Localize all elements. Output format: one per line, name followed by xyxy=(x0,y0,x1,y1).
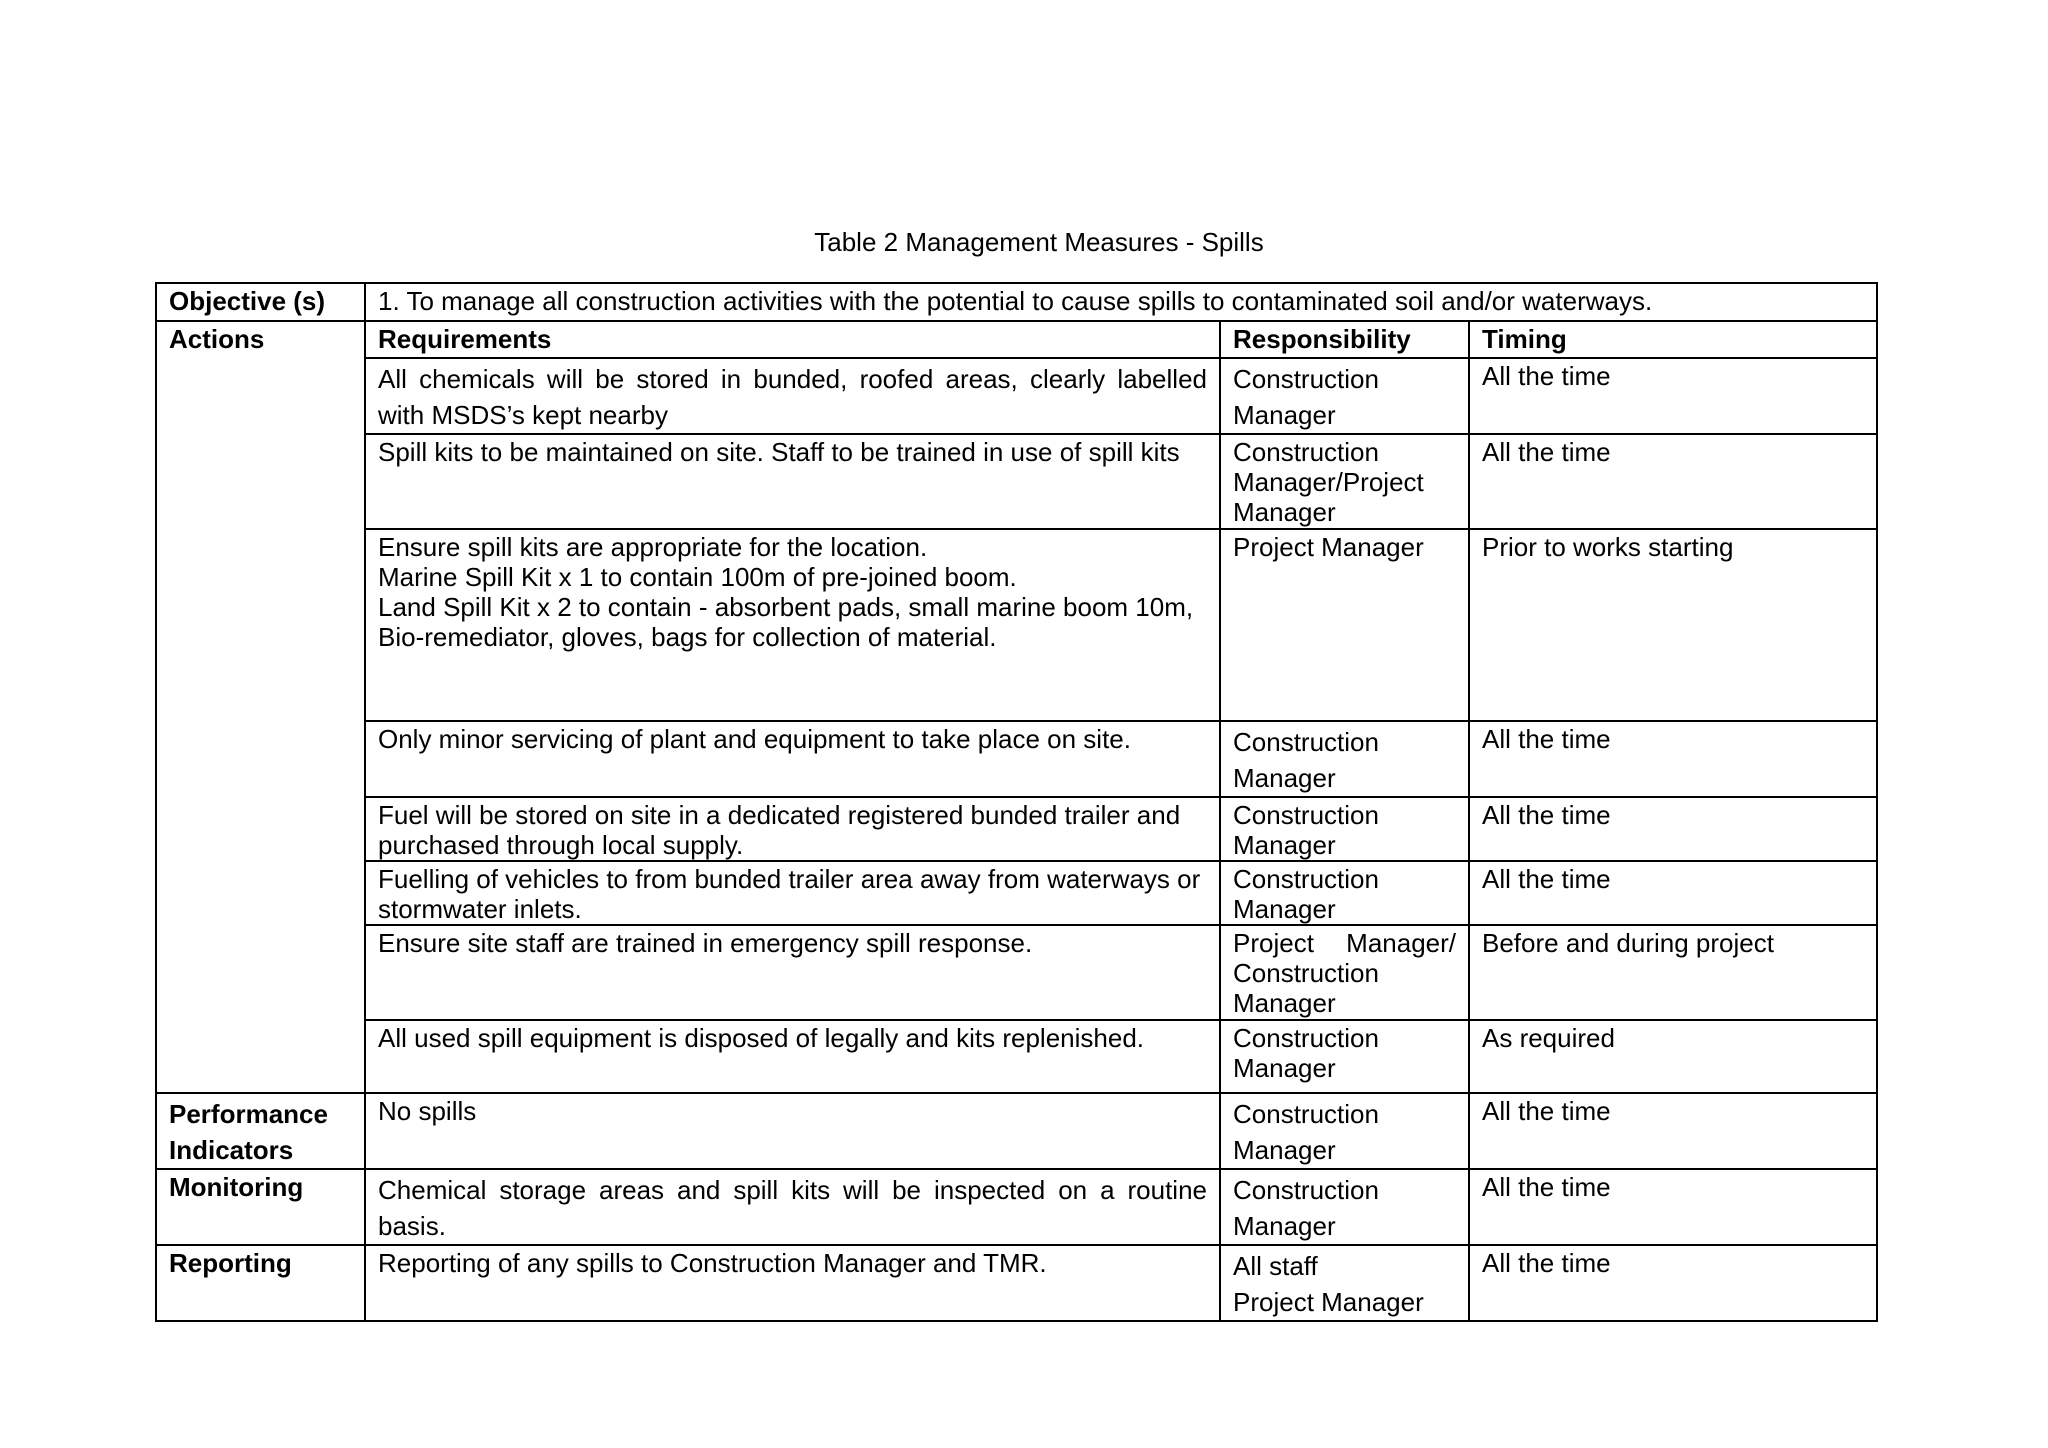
table-caption: Table 2 Management Measures - Spills xyxy=(814,227,1264,257)
requirement-cell: No spills xyxy=(365,1093,1220,1169)
table-row xyxy=(156,925,1877,1020)
table-row xyxy=(156,434,1877,529)
actions-label: Actions xyxy=(156,321,365,1093)
responsibility-cell: Construction Manager xyxy=(1220,721,1469,797)
requirement-line: Marine Spill Kit x 1 to contain 100m of pre-joined boom. xyxy=(378,562,1017,592)
timing-cell: All the time xyxy=(1469,1093,1877,1169)
responsibility-cell: Construction Manager xyxy=(1220,358,1469,434)
table-row xyxy=(156,529,1877,721)
responsibility-cell: Project Manager/ Construction Manager xyxy=(1220,925,1469,1020)
header-responsibility: Responsibility xyxy=(1220,321,1469,358)
monitoring-row xyxy=(156,1169,1877,1245)
responsibility-line: All staff xyxy=(1233,1251,1318,1281)
timing-cell: All the time xyxy=(1469,861,1877,925)
monitoring-label: Monitoring xyxy=(156,1169,365,1245)
responsibility-cell xyxy=(1220,1245,1469,1321)
responsibility-cell: Construction Manager xyxy=(1220,1020,1469,1093)
timing-cell: As required xyxy=(1469,1020,1877,1093)
requirement-cell: All used spill equipment is disposed of legally and kits replenished. xyxy=(365,1020,1220,1093)
performance-row xyxy=(156,1093,1877,1169)
responsibility-cell: Construction Manager xyxy=(1220,1093,1469,1169)
timing-cell: All the time xyxy=(1469,358,1877,434)
requirement-line: Ensure spill kits are appropriate for the location. xyxy=(378,532,928,562)
management-measures-table xyxy=(155,282,1878,1322)
objective-text: 1. To manage all construction activities with the potential to cause spills to contaminated soil and/or waterways. xyxy=(365,283,1877,321)
responsibility-cell: Construction Manager xyxy=(1220,1169,1469,1245)
requirement-line: Land Spill Kit x 2 to contain - absorbent pads, small marine boom 10m, Bio-remediator, gloves, bags for collection of material. xyxy=(378,592,1194,652)
requirement-cell: Only minor servicing of plant and equipment to take place on site. xyxy=(365,721,1220,797)
timing-cell: All the time xyxy=(1469,1169,1877,1245)
requirement-cell: Fuelling of vehicles to from bunded trailer area away from waterways or stormwater inlets. xyxy=(365,861,1220,925)
requirement-cell: Spill kits to be maintained on site. Staff to be trained in use of spill kits xyxy=(365,434,1220,529)
table-row xyxy=(156,861,1877,925)
responsibility-cell: Construction Manager xyxy=(1220,797,1469,861)
responsibility-cell: Construction Manager/Project Manager xyxy=(1220,434,1469,529)
timing-cell: All the time xyxy=(1469,797,1877,861)
objective-row xyxy=(156,283,1877,321)
objective-label: Objective (s) xyxy=(156,283,365,321)
requirement-cell: All chemicals will be stored in bunded, roofed areas, clearly labelled with MSDS’s kept nearby xyxy=(365,358,1220,434)
requirement-cell: Chemical storage areas and spill kits will be inspected on a routine basis. xyxy=(365,1169,1220,1245)
reporting-row xyxy=(156,1245,1877,1321)
timing-cell: All the time xyxy=(1469,721,1877,797)
timing-cell: Before and during project xyxy=(1469,925,1877,1020)
table-row xyxy=(156,1020,1877,1093)
table-row xyxy=(156,358,1877,434)
header-timing: Timing xyxy=(1469,321,1877,358)
responsibility-line: Project Manager xyxy=(1233,1287,1424,1317)
header-requirements: Requirements xyxy=(365,321,1220,358)
responsibility-cell: Construction Manager xyxy=(1220,861,1469,925)
requirement-cell: Fuel will be stored on site in a dedicated registered bunded trailer and purchased through local supply. xyxy=(365,797,1220,861)
requirement-cell: Ensure site staff are trained in emergency spill response. xyxy=(365,925,1220,1020)
reporting-label: Reporting xyxy=(156,1245,365,1321)
timing-cell: Prior to works starting xyxy=(1469,529,1877,721)
responsibility-cell: Project Manager xyxy=(1220,529,1469,721)
timing-cell: All the time xyxy=(1469,1245,1877,1321)
table-row xyxy=(156,721,1877,797)
requirement-cell xyxy=(365,529,1220,721)
timing-cell: All the time xyxy=(1469,434,1877,529)
performance-label: Performance Indicators xyxy=(156,1093,365,1169)
requirement-cell: Reporting of any spills to Construction Manager and TMR. xyxy=(365,1245,1220,1321)
actions-header-row xyxy=(156,321,1877,358)
table-row xyxy=(156,797,1877,861)
